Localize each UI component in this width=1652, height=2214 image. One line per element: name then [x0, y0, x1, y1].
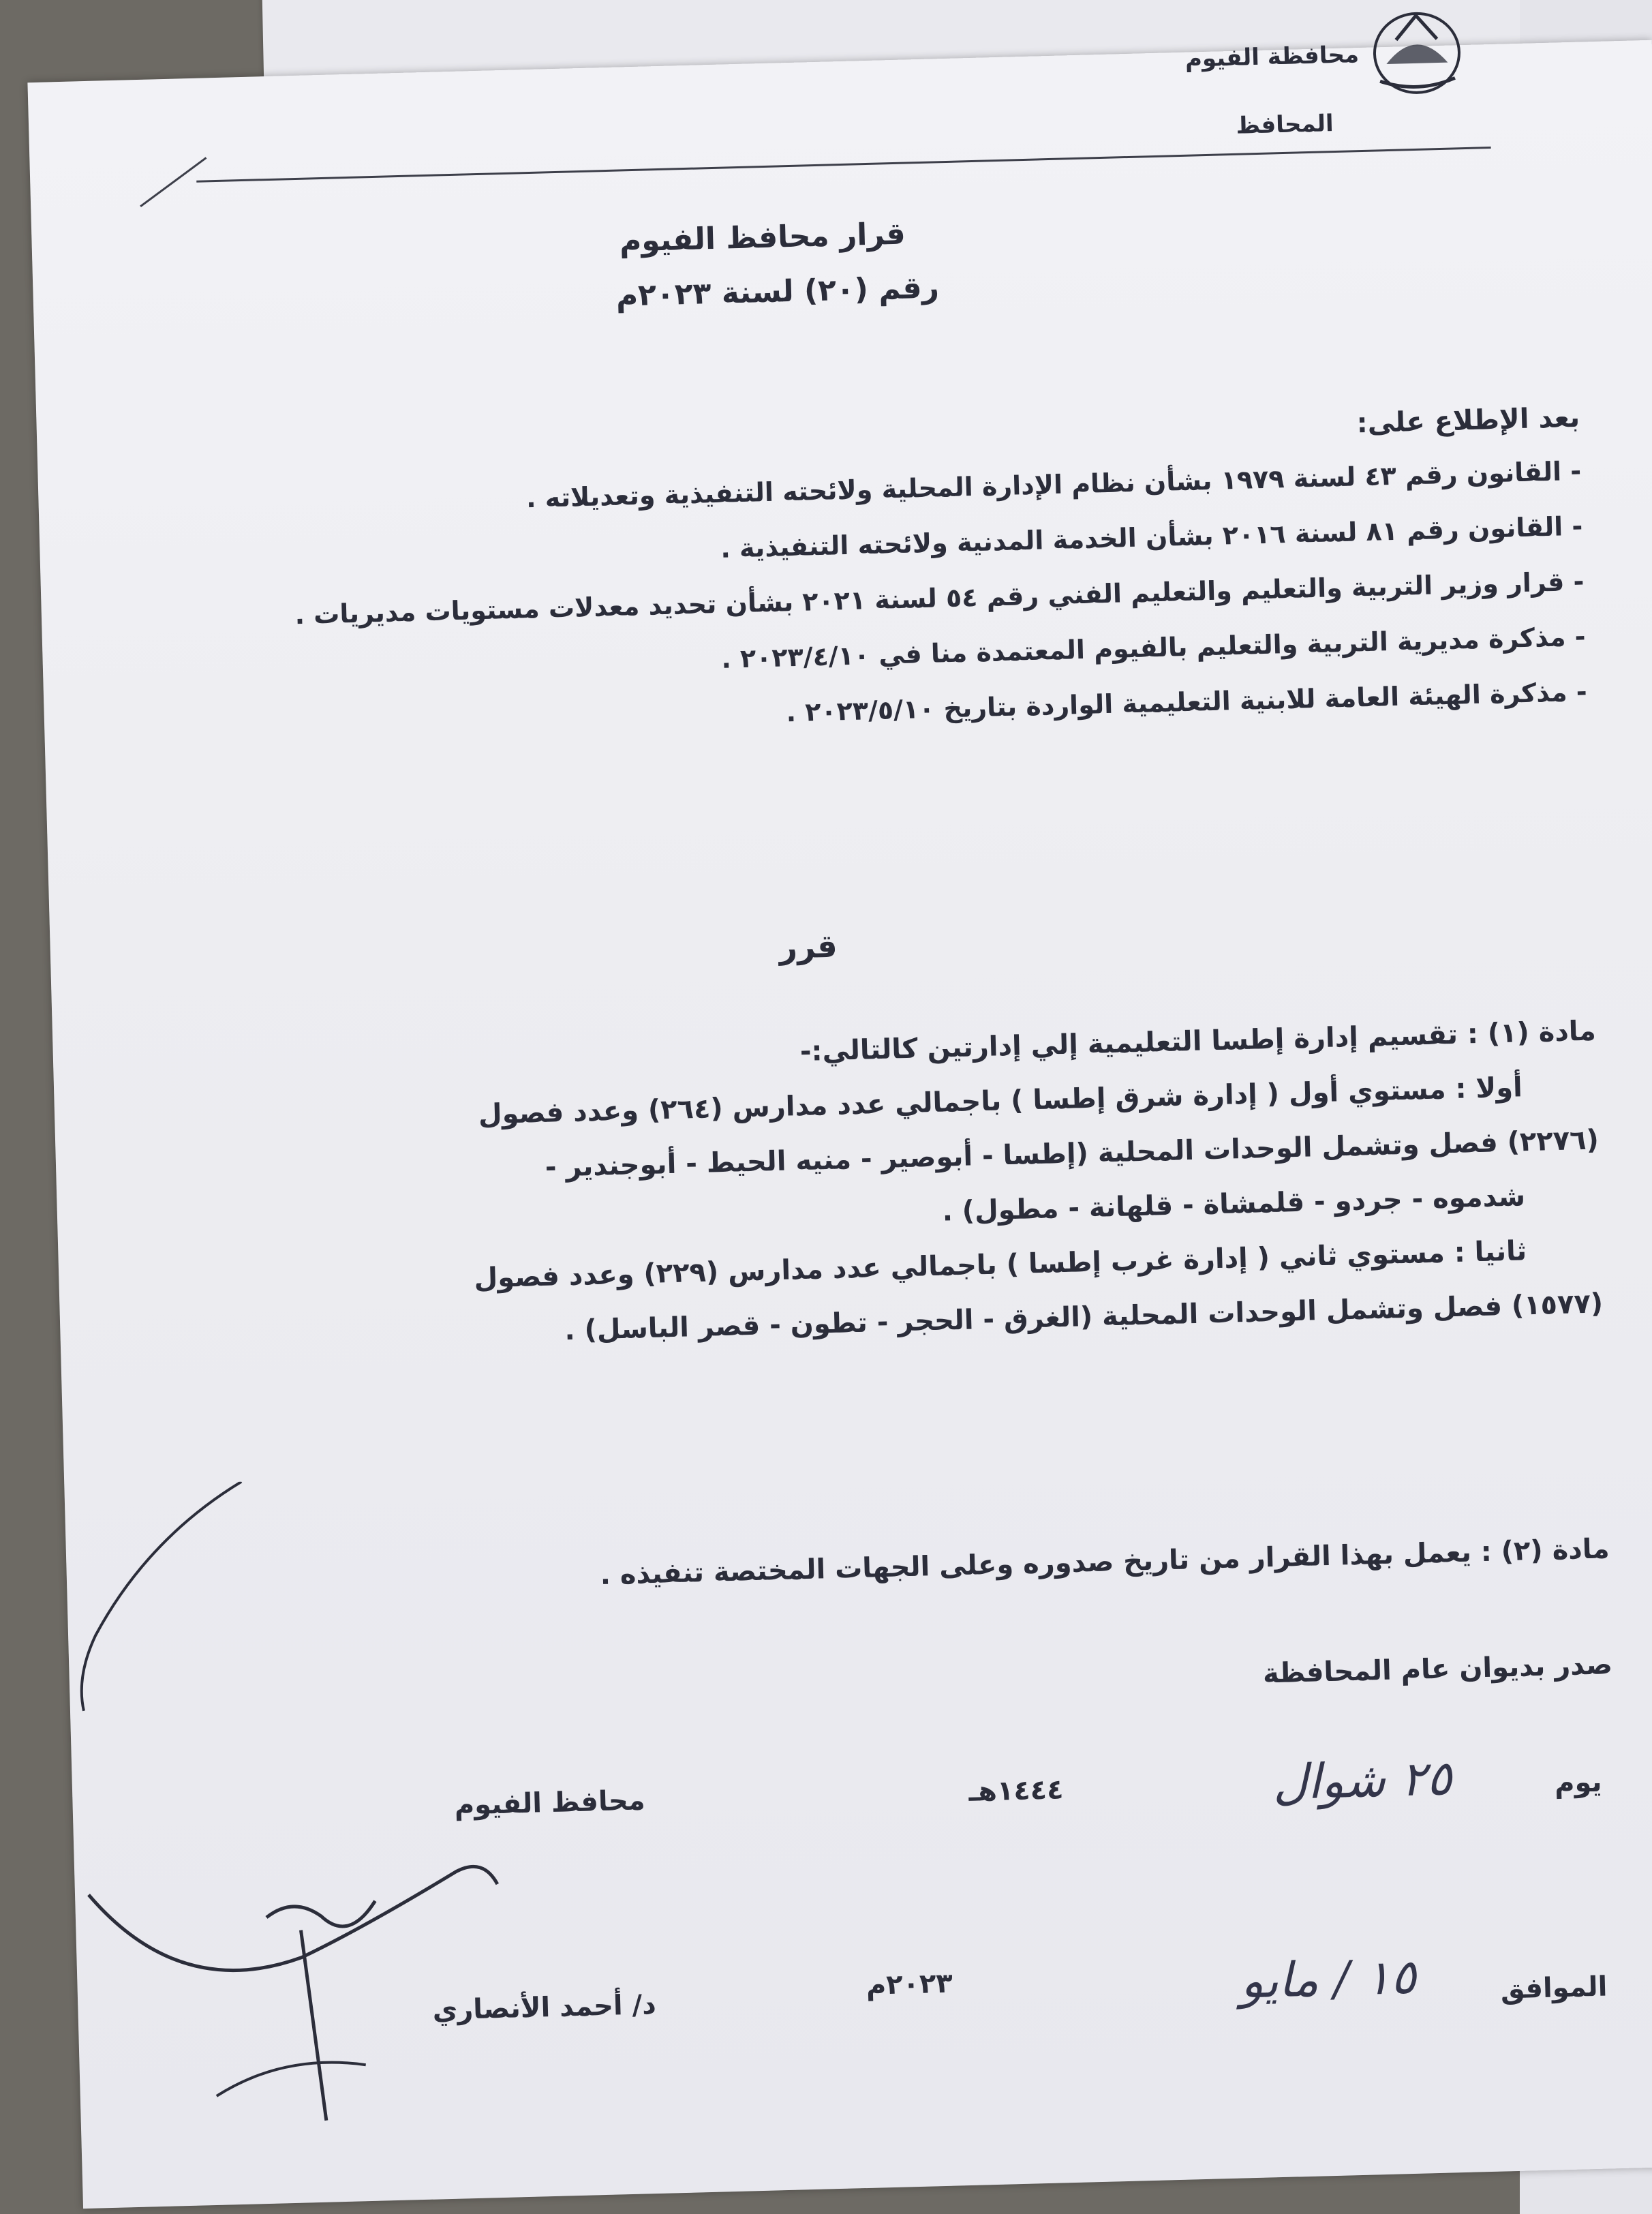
reference-item: - القانون رقم ٨١ لسنة ٢٠١٦ بشأن الخدمة المدنية ولائحته التنفيذية . [720, 511, 1583, 564]
article-1-second-line-b: (١٥٧٧) فصل وتشمل الوحدات المحلية (الغرق - الحجر - تطون - قصر الباسل) . [564, 1288, 1604, 1347]
reference-item: - القانون رقم ٤٣ لسنة ١٩٧٩ بشأن نظام الإدارة المحلية ولائحته التنفيذية وتعديلاته . [525, 455, 1582, 514]
header-divider [196, 147, 1490, 183]
decree-document [27, 40, 1652, 2209]
signatory-title: محافظ الفيوم [454, 1785, 646, 1821]
reference-item: - مذكرة الهيئة العامة للابنية التعليمية الواردة بتاريخ ٢٠٢٣/٥/١٠ . [786, 676, 1588, 727]
day-label: يوم [1554, 1766, 1603, 1800]
reference-item: - مذكرة مديرية التربية والتعليم بالفيوم المعتمدة منا في ٢٠٢٣/٤/١٠ . [720, 621, 1587, 674]
intro-line: بعد الإطلاع على: [1356, 401, 1580, 440]
references-list [95, 451, 1588, 765]
handwritten-signature-icon [64, 1472, 627, 2168]
signature-area [72, 1750, 1652, 2181]
article-1-second-line-a: ثانيا : مستوي ثاني ( إدارة غرب إطسا ) باجمالي عدد مدارس (٢٢٩) وعدد فصول [473, 1235, 1527, 1294]
header-office: المحافظ [1236, 110, 1334, 140]
article-1-first-line-c: شدموه - جردو - قلمشاة - قلهانة - مطول) . [942, 1181, 1526, 1228]
signatory-name: د/ أحمد الأنصاري [432, 1989, 657, 2027]
issued-at: صدر بديوان عام المحافظة [1262, 1649, 1613, 1690]
governorate-logo-icon [1364, 0, 1469, 102]
article-1-first-line-b: (٢٢٧٦) فصل وتشمل الوحدات المحلية (إطسا - أبوصير - منيه الحيط - أبوجندير - [545, 1124, 1600, 1183]
decides-heading: قرر [778, 927, 838, 966]
article-1 [110, 1010, 1604, 1376]
article-1-heading: مادة (١) : تقسيم إدارة إطسا التعليمية إلي إدارتين كالتالي:- [799, 1015, 1597, 1068]
decree-title: قرار محافظ الفيوم [619, 216, 906, 259]
hijri-year: ١٤٤٤هـ [968, 1774, 1065, 1808]
article-2: مادة (٢) : يعمل بهذا القرار من تاريخ صدوره وعلى الجهات المختصة تنفيذه . [600, 1533, 1610, 1591]
decree-number: رقم (٢٠) لسنة ٢٠٢٣م [615, 270, 940, 314]
reference-item: - قرار وزير التربية والتعليم والتعليم الفني رقم ٥٤ لسنة ٢٠٢١ بشأن تحديد معدلات مستويات مديريات . [294, 566, 1585, 630]
header-governorate: محافظة الفيوم [1184, 41, 1360, 73]
handwritten-gregorian-date: ١٥ / مايو [1240, 1948, 1417, 2010]
handwritten-hijri-date: ٢٥ شوال [1272, 1750, 1453, 1811]
corresponding-label: الموافق [1500, 1971, 1608, 2005]
gregorian-year: ٢٠٢٣م [866, 1967, 953, 2001]
article-1-first-line-a: أولا : مستوي أول ( إدارة شرق إطسا ) باجمالي عدد مدارس (٢٦٤) وعدد فصول [478, 1072, 1523, 1131]
